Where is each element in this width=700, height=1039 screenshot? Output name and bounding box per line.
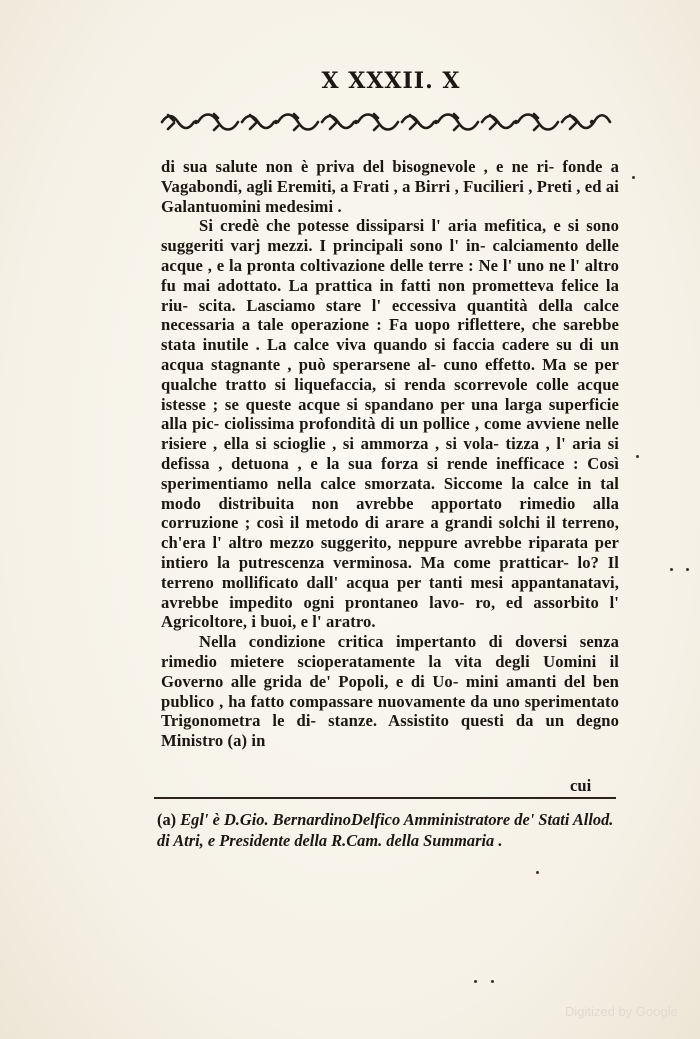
footnote-text: Egl' è D.Gio. BernardinoDelfico Amministratore de' Stati Allod. di Atri, e Presidente della R.Cam. della Summaria .	[157, 810, 614, 850]
ink-speck	[474, 980, 477, 983]
page-number-header: X XXXII. X	[321, 68, 461, 94]
footnote-mark: (a)	[157, 810, 177, 829]
ink-speck	[686, 568, 689, 571]
ink-speck	[670, 568, 673, 571]
main-text-block	[161, 157, 619, 751]
footnote-rule	[154, 797, 616, 799]
ink-speck	[536, 871, 539, 874]
decorative-ornament-band	[158, 108, 616, 136]
footnote	[157, 809, 627, 851]
paragraph-2: Si credè che potesse dissiparsi l' aria mefitica, e si sono suggeriti varj mezzi. I principali sono l' in- calciamento delle acque , e la pronta coltivazione delle terre : Ne l' uno ne l' altro fu mai adottato. La prattica in fatti non prometteva felice la riu- scita. Lasciamo stare l' eccessiva quantità della calce necessaria a tale operazione : Fa uopo riflettere, che sarebbe stata inutile . La calce viva quando si faccia cadere su di un acqua stagnante , può sperarsene al- cuno effetto. Ma se per qualche tratto si liquefaccia, si renda scorrevole colle acque istesse ; se queste acque si spandano per una larga superficie alla pic- ciolissima profondità di un pollice , come avviene nelle risiere , ella si scioglie , si ammorza , si vola- tizza , l' aria si defissa , detuona , e la sua forza si rende inefficace : Così sperimentiamo nella calce smorzata. Siccome la calce in tal modo distribuita non avrebbe apportato rimedio alla corruzione ; così il metodo di arare a grandi solchi il terreno, ch'era l' altro mezzo suggerito, neppure avrebbe riparata per intiero la putrescenza verminosa. Ma come pratticar- lo? Il terreno mollificato dall' acqua per tanti mesi appantanatavi, avrebbe impedito ogni prontaneo lavo- ro, ed assorbito l' Agricoltore, i buoi, e l' aratro.	[161, 216, 619, 632]
catchword: cui	[570, 776, 592, 795]
ink-speck	[636, 455, 639, 458]
ink-speck	[632, 176, 635, 179]
paragraph-1: di sua salute non è priva del bisognevole , e ne ri- fonde a Vagabondi, agli Eremiti, a Frati , a Birri , Fucilieri , Preti , ed ai Galantuomini medesimi .	[161, 157, 619, 216]
digitization-watermark: Digitized by Google	[565, 1004, 678, 1019]
ink-speck	[491, 980, 494, 983]
paragraph-3: Nella condizione critica impertanto di doversi senza rimedio mietere scioperatamente la vita degli Uomini il Governo alle grida de' Popoli, e di Uo- mini amanti del ben publico , ha fatto compassare nuovamente da uno sperimentato Trigonometra le di- stanze. Assistito questi da un degno Ministro (a) in	[161, 632, 619, 751]
